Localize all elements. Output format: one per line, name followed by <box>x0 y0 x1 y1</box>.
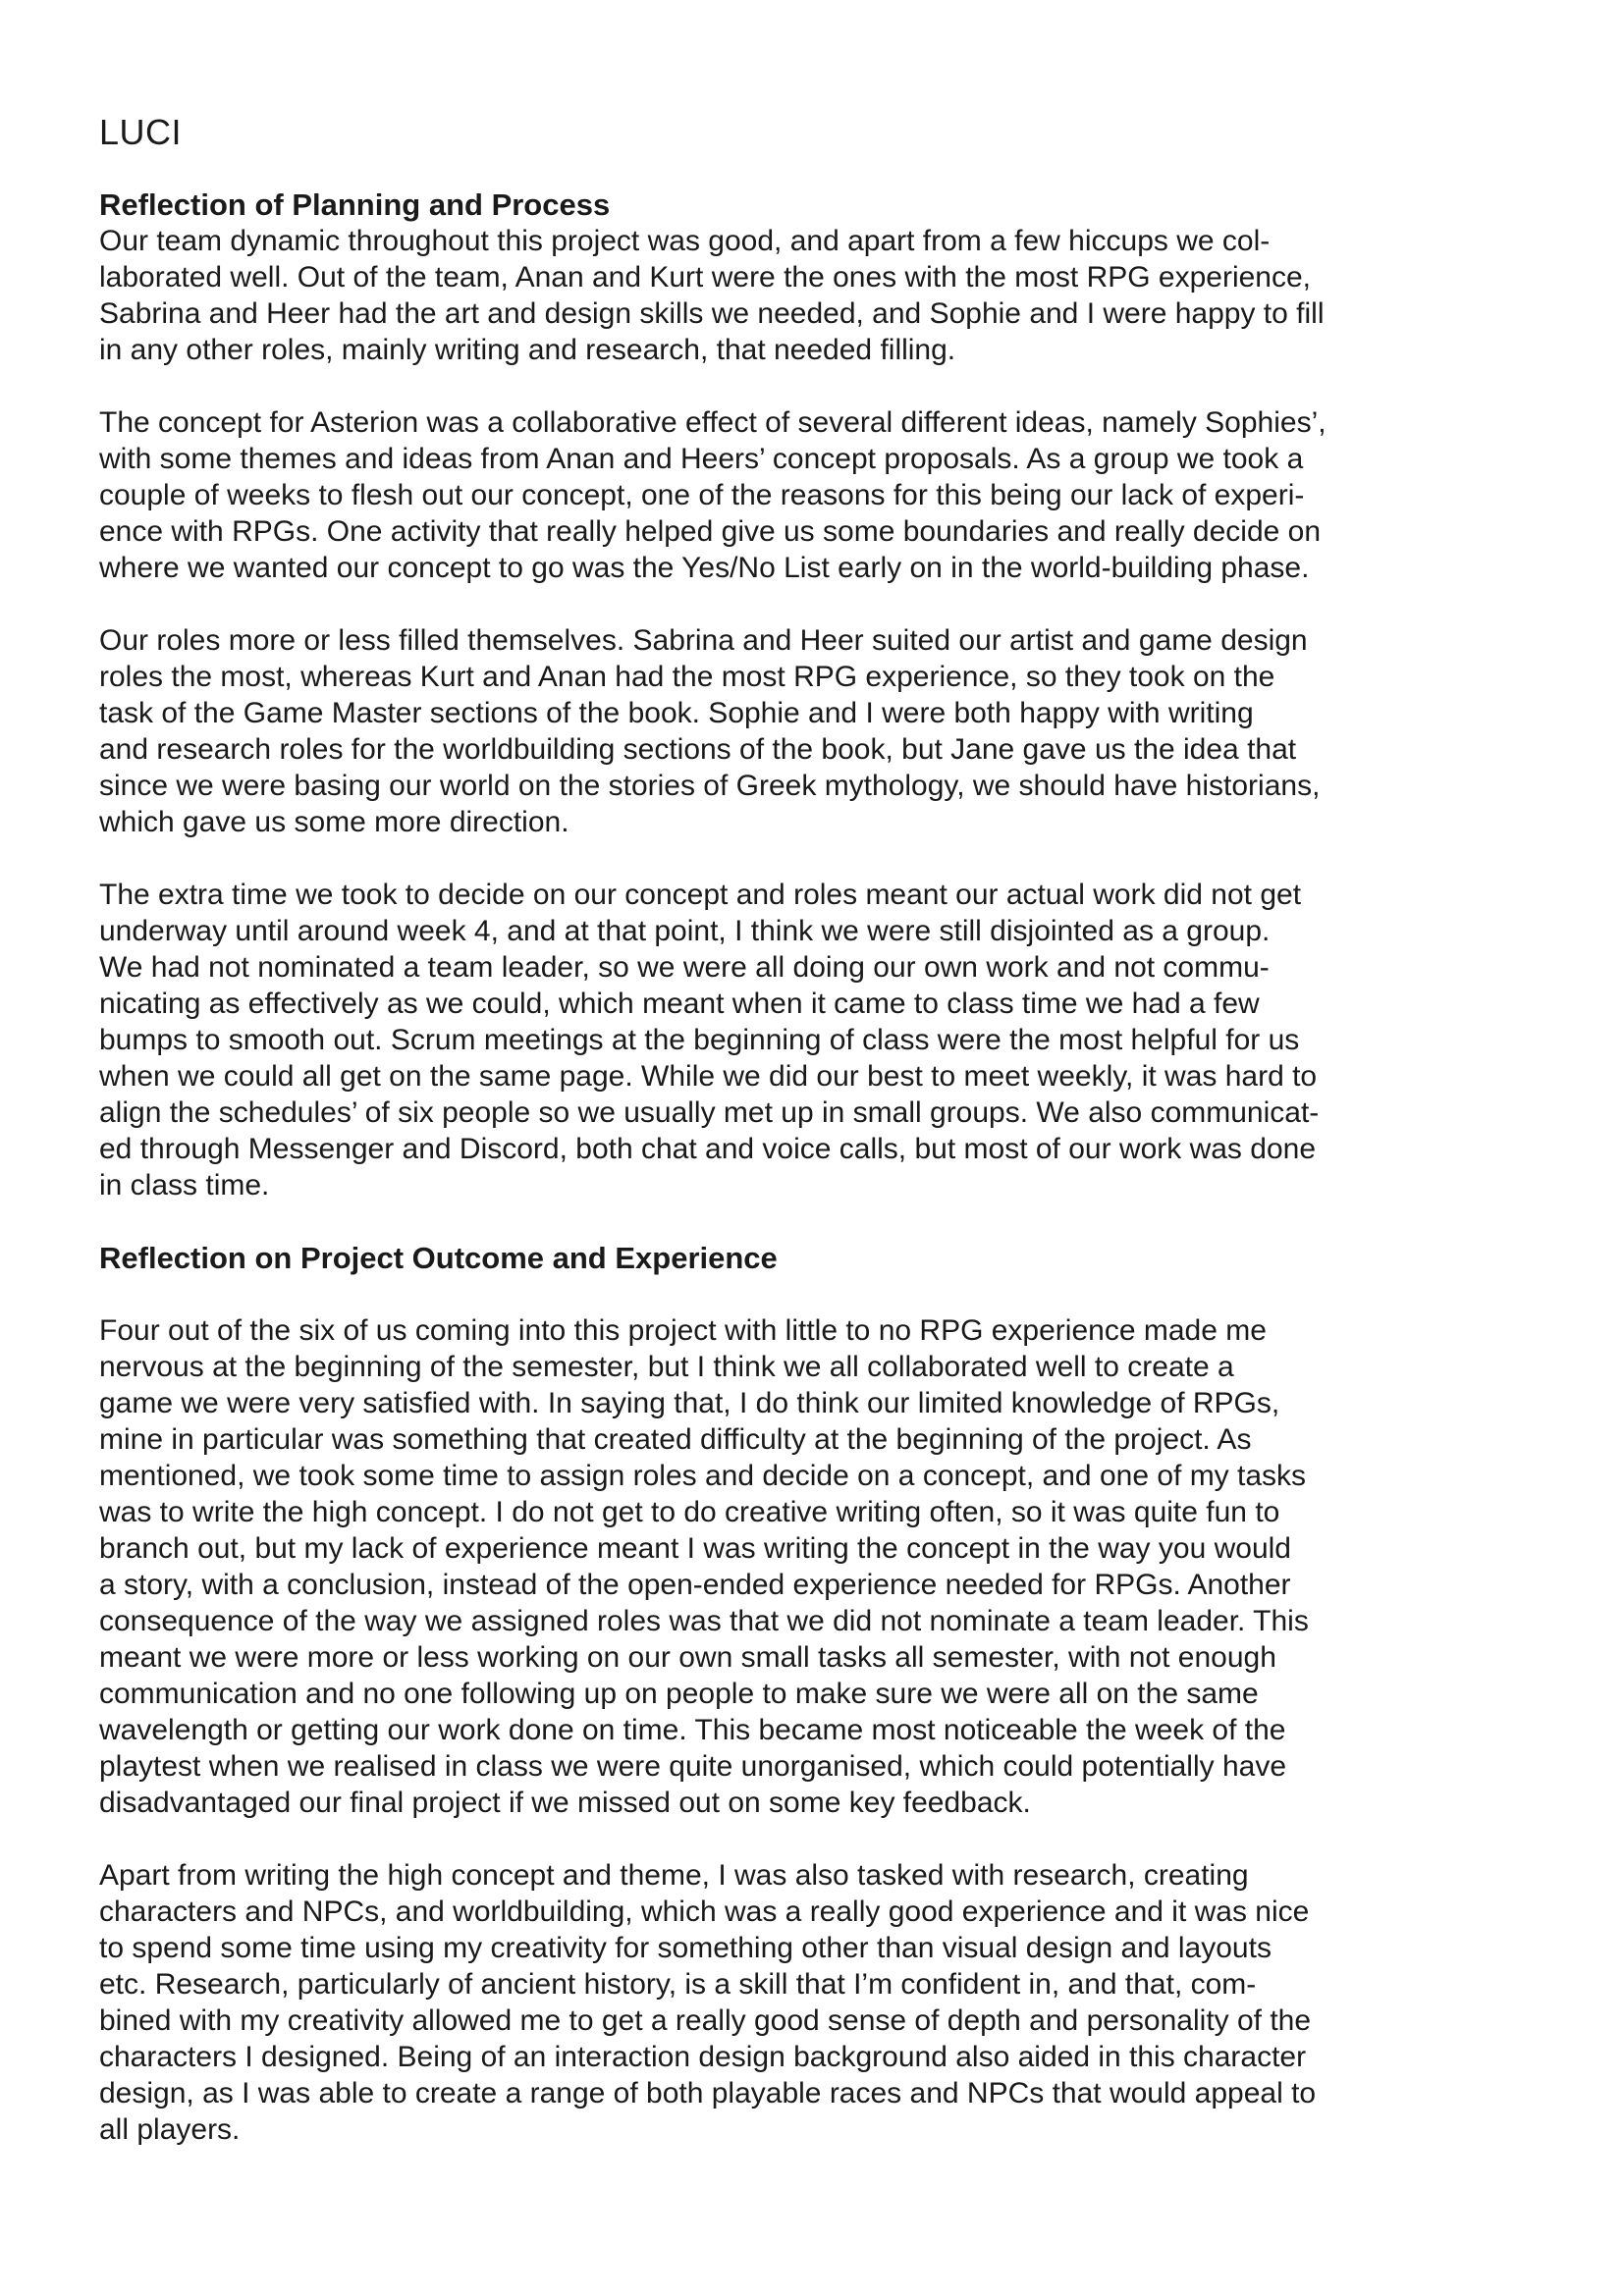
paragraph <box>99 1312 1533 1821</box>
text-line: The concept for Asterion was a collaborative effect of several different ideas, namely Sophies’, <box>99 406 1326 439</box>
text-line: branch out, but my lack of experience meant I was writing the concept in the way you would <box>99 1532 1291 1565</box>
text-line: since we were basing our world on the stories of Greek mythology, we should have historians, <box>99 770 1321 802</box>
text-line: We had not nominated a team leader, so we were all doing our own work and not commu- <box>99 951 1270 984</box>
text-line: nervous at the beginning of the semester, but I think we all collaborated well to create a <box>99 1351 1234 1383</box>
section-heading: Reflection of Planning and Process <box>99 187 611 222</box>
text-line: bined with my creativity allowed me to get a really good sense of depth and personality of the <box>99 2004 1312 2037</box>
text-line: with some themes and ideas from Anan and Heers’ concept proposals. As a group we took a <box>99 443 1304 475</box>
text-line: align the schedules’ of six people so we usually met up in small groups. We also communicat- <box>99 1096 1320 1129</box>
text-line: which gave us some more direction. <box>99 806 569 838</box>
paragraph <box>99 877 1533 1203</box>
text-line: in class time. <box>99 1169 270 1201</box>
text-line: laborated well. Out of the team, Anan and Kurt were the ones with the most RPG experience, <box>99 261 1312 294</box>
text-line: characters I designed. Being of an interaction design background also aided in this character <box>99 2041 1307 2073</box>
text-line: bumps to smooth out. Scrum meetings at the beginning of class were the most helpful for us <box>99 1024 1300 1056</box>
text-line: nicating as effectively as we could, which meant when it came to class time we had a few <box>99 988 1260 1020</box>
paragraph <box>99 622 1533 840</box>
text-line: wavelength or getting our work done on time. This became most noticeable the week of the <box>99 1714 1286 1746</box>
text-line: Our team dynamic throughout this project was good, and apart from a few hiccups we col- <box>99 225 1271 257</box>
text-line: mine in particular was something that created difficulty at the beginning of the project. As <box>99 1423 1252 1456</box>
document-page <box>99 110 1533 2148</box>
text-line: Sabrina and Heer had the art and design skills we needed, and Sophie and I were happy to fill <box>99 297 1325 330</box>
text-line: game we were very satisfied with. In saying that, I do think our limited knowledge of RPGs, <box>99 1387 1280 1419</box>
text-line: communication and no one following up on people to make sure we were all on the same <box>99 1678 1259 1710</box>
text-line: underway until around week 4, and at that point, I think we were still disjointed as a group. <box>99 915 1271 947</box>
text-line: all players. <box>99 2113 241 2146</box>
text-line: couple of weeks to flesh out our concept, one of the reasons for this being our lack of experi- <box>99 479 1305 511</box>
section-outcome-experience <box>99 1240 1533 2148</box>
text-line: playtest when we realised in class we were quite unorganised, which could potentially have <box>99 1750 1287 1783</box>
text-line: ence with RPGs. One activity that really helped give us some boundaries and really decide on <box>99 515 1322 548</box>
text-line: The extra time we took to decide on our concept and roles meant our actual work did not get <box>99 879 1302 911</box>
text-line: Apart from writing the high concept and theme, I was also tasked with research, creating <box>99 1859 1249 1892</box>
text-line: characters and NPCs, and worldbuilding, which was a really good experience and it was nice <box>99 1896 1310 1928</box>
paragraph <box>99 1857 1533 2148</box>
text-line: etc. Research, particularly of ancient history, is a skill that I’m confident in, and that, com- <box>99 1968 1257 2001</box>
text-line: Our roles more or less filled themselves. Sabrina and Heer suited our artist and game design <box>99 624 1308 657</box>
text-line: roles the most, whereas Kurt and Anan had the most RPG experience, so they took on the <box>99 661 1275 693</box>
text-line: disadvantaged our final project if we missed out on some key feedback. <box>99 1787 1031 1819</box>
document-title: LUCI <box>99 112 183 152</box>
text-line: design, as I was able to create a range of both playable races and NPCs that would appeal to <box>99 2077 1317 2109</box>
section-heading: Reflection on Project Outcome and Experience <box>99 1241 778 1275</box>
text-line: was to write the high concept. I do not get to do creative writing often, so it was quite fun to <box>99 1496 1280 1528</box>
paragraph <box>99 223 1533 368</box>
text-line: when we could all get on the same page. While we did our best to meet weekly, it was hard to <box>99 1060 1318 1093</box>
text-line: a story, with a conclusion, instead of the open-ended experience needed for RPGs. Another <box>99 1569 1291 1601</box>
text-line: Four out of the six of us coming into this project with little to no RPG experience made me <box>99 1314 1267 1347</box>
text-line: where we wanted our concept to go was the Yes/No List early on in the world-building phase. <box>99 552 1310 584</box>
text-line: in any other roles, mainly writing and research, that needed filling. <box>99 334 956 366</box>
text-line: to spend some time using my creativity for something other than visual design and layouts <box>99 1932 1272 1964</box>
text-line: meant we were more or less working on our own small tasks all semester, with not enough <box>99 1641 1276 1674</box>
paragraph <box>99 404 1533 586</box>
section-planning-process <box>99 187 1533 1203</box>
text-line: consequence of the way we assigned roles was that we did not nominate a team leader. This <box>99 1605 1309 1637</box>
text-line: ed through Messenger and Discord, both chat and voice calls, but most of our work was done <box>99 1133 1317 1165</box>
text-line: task of the Game Master sections of the book. Sophie and I were both happy with writing <box>99 697 1254 729</box>
text-line: and research roles for the worldbuilding sections of the book, but Jane gave us the idea that <box>99 733 1297 766</box>
text-line: mentioned, we took some time to assign roles and decide on a concept, and one of my tasks <box>99 1460 1307 1492</box>
